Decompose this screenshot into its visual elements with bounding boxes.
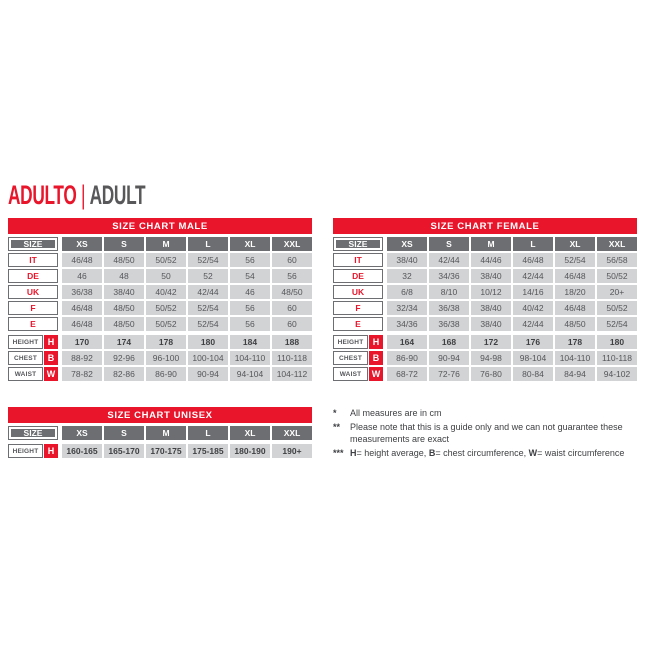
size-value: 48/50 xyxy=(104,253,144,267)
measure-label xyxy=(333,335,383,349)
table-row xyxy=(333,317,637,331)
measure-letter-badge: B xyxy=(369,351,383,365)
size-value: 46/48 xyxy=(62,253,102,267)
table-body-male xyxy=(8,237,312,381)
size-column-header: XXL xyxy=(272,237,312,251)
region-label: UK xyxy=(8,285,58,299)
measure-value: 76-80 xyxy=(471,367,511,381)
measure-label xyxy=(8,351,58,365)
region-label: UK xyxy=(333,285,383,299)
legend-h-text: = height average, xyxy=(356,447,429,458)
table-header-row xyxy=(8,237,312,251)
size-value: 48/50 xyxy=(104,317,144,331)
measure-row xyxy=(333,367,637,381)
measure-value: 104-110 xyxy=(230,351,270,365)
measure-value: 165-170 xyxy=(104,444,144,458)
footnote-text: All measures are in cm xyxy=(350,408,442,418)
measure-label-box: HEIGHT xyxy=(333,335,368,349)
legend-w: W xyxy=(528,447,538,458)
measure-row xyxy=(8,335,312,349)
measure-label-box: WAIST xyxy=(8,367,43,381)
measure-label-box: HEIGHT xyxy=(8,444,43,458)
footnote-guide-only xyxy=(333,422,639,445)
size-value: 34/36 xyxy=(387,317,427,331)
size-value: 50/52 xyxy=(146,301,186,315)
measure-value: 90-94 xyxy=(429,351,469,365)
size-header-cell: SIZE xyxy=(8,426,58,440)
table-row xyxy=(8,253,312,267)
measure-value: 94-104 xyxy=(230,367,270,381)
region-label: E xyxy=(333,317,383,331)
size-value: 60 xyxy=(272,253,312,267)
size-value: 36/38 xyxy=(429,317,469,331)
measure-row xyxy=(8,444,312,458)
measure-letter-badge: H xyxy=(369,335,383,349)
size-column-header: XS xyxy=(62,237,102,251)
size-value: 48/50 xyxy=(272,285,312,299)
table-title-male: SIZE CHART MALE xyxy=(8,218,312,234)
page-title-primary: ADULTO xyxy=(8,180,77,210)
measure-value: 90-94 xyxy=(188,367,228,381)
table-row xyxy=(333,285,637,299)
table-title-female: SIZE CHART FEMALE xyxy=(333,218,637,234)
table-row xyxy=(333,301,637,315)
size-value: 46/48 xyxy=(555,301,595,315)
measure-label xyxy=(8,335,58,349)
measure-value: 180-190 xyxy=(230,444,270,458)
measure-value: 164 xyxy=(387,335,427,349)
measure-label xyxy=(8,367,58,381)
size-value: 56 xyxy=(230,253,270,267)
size-chart-unisex-table xyxy=(8,407,312,458)
measure-value: 110-118 xyxy=(597,351,637,365)
page-title-secondary: ADULT xyxy=(89,180,146,210)
measure-block xyxy=(333,335,637,381)
measure-value: 174 xyxy=(104,335,144,349)
measure-value: 68-72 xyxy=(387,367,427,381)
size-column-header: XS xyxy=(387,237,427,251)
size-value: 44/46 xyxy=(471,253,511,267)
size-column-header: XL xyxy=(230,426,270,440)
size-value: 38/40 xyxy=(471,301,511,315)
size-value: 14/16 xyxy=(513,285,553,299)
measure-value: 178 xyxy=(146,335,186,349)
size-value: 40/42 xyxy=(146,285,186,299)
measure-value: 104-110 xyxy=(555,351,595,365)
size-value: 32/34 xyxy=(387,301,427,315)
size-value: 46/48 xyxy=(513,253,553,267)
measure-value: 72-76 xyxy=(429,367,469,381)
measure-value: 94-98 xyxy=(471,351,511,365)
table-title-unisex: SIZE CHART UNISEX xyxy=(8,407,312,423)
table-header-row xyxy=(333,237,637,251)
table-header-row xyxy=(8,426,312,440)
footnote-legend xyxy=(333,448,639,460)
size-value: 10/12 xyxy=(471,285,511,299)
measure-value: 82-86 xyxy=(104,367,144,381)
measure-value: 80-84 xyxy=(513,367,553,381)
measure-value: 86-90 xyxy=(387,351,427,365)
measure-value: 175-185 xyxy=(188,444,228,458)
size-value: 32 xyxy=(387,269,427,283)
measure-label-box: HEIGHT xyxy=(8,335,43,349)
size-value: 36/38 xyxy=(429,301,469,315)
measure-value: 184 xyxy=(230,335,270,349)
size-value: 38/40 xyxy=(471,317,511,331)
measure-value: 160-165 xyxy=(62,444,102,458)
size-chart-female-table xyxy=(333,218,637,381)
page-title xyxy=(8,180,145,211)
size-value: 50/52 xyxy=(146,253,186,267)
size-value: 46/48 xyxy=(62,301,102,315)
size-value: 50/52 xyxy=(597,269,637,283)
measure-value: 100-104 xyxy=(188,351,228,365)
footnote-text: Please note that this is a guide only and we can not guarantee these measurements are exact xyxy=(350,422,623,444)
size-column-header: M xyxy=(146,237,186,251)
size-column-header: M xyxy=(146,426,186,440)
measure-value: 96-100 xyxy=(146,351,186,365)
measure-value: 172 xyxy=(471,335,511,349)
size-value: 52/54 xyxy=(597,317,637,331)
table-row xyxy=(8,269,312,283)
size-value: 46 xyxy=(230,285,270,299)
size-value: 50/52 xyxy=(146,317,186,331)
size-column-header: XS xyxy=(62,426,102,440)
size-value: 56 xyxy=(230,317,270,331)
size-column-header: M xyxy=(471,237,511,251)
size-value: 56/58 xyxy=(597,253,637,267)
size-column-header: L xyxy=(513,237,553,251)
table-row xyxy=(333,269,637,283)
legend-b-text: = chest circumference, xyxy=(435,447,529,458)
table-body-female xyxy=(333,237,637,381)
size-value: 36/38 xyxy=(62,285,102,299)
measure-label xyxy=(333,351,383,365)
footnote-marker: ** xyxy=(333,422,341,432)
size-value: 42/44 xyxy=(188,285,228,299)
size-column-header: XL xyxy=(555,237,595,251)
measure-row xyxy=(333,351,637,365)
size-column-header: XL xyxy=(230,237,270,251)
measure-value: 110-118 xyxy=(272,351,312,365)
measure-letter-badge: B xyxy=(44,351,58,365)
measure-label xyxy=(8,444,58,458)
size-column-header: L xyxy=(188,237,228,251)
measure-value: 92-96 xyxy=(104,351,144,365)
table-row xyxy=(8,317,312,331)
measure-value: 170 xyxy=(62,335,102,349)
size-value: 50 xyxy=(146,269,186,283)
size-value: 40/42 xyxy=(513,301,553,315)
size-column-header: S xyxy=(429,237,469,251)
measure-letter-badge: W xyxy=(44,367,58,381)
size-value: 18/20 xyxy=(555,285,595,299)
size-column-header: XXL xyxy=(597,237,637,251)
measure-letter-badge: H xyxy=(44,335,58,349)
size-value: 54 xyxy=(230,269,270,283)
measure-value: 86-90 xyxy=(146,367,186,381)
measure-value: 178 xyxy=(555,335,595,349)
measure-letter-badge: W xyxy=(369,367,383,381)
size-value: 8/10 xyxy=(429,285,469,299)
size-column-header: L xyxy=(188,426,228,440)
table-body-unisex xyxy=(8,426,312,458)
size-value: 52/54 xyxy=(188,253,228,267)
size-value: 42/44 xyxy=(513,317,553,331)
measure-row xyxy=(8,351,312,365)
measure-value: 176 xyxy=(513,335,553,349)
size-value: 52/54 xyxy=(188,317,228,331)
measure-value: 190+ xyxy=(272,444,312,458)
size-header-cell: SIZE xyxy=(333,237,383,251)
size-value: 52/54 xyxy=(555,253,595,267)
size-column-header: S xyxy=(104,237,144,251)
size-header-cell: SIZE xyxy=(8,237,58,251)
size-value: 46 xyxy=(62,269,102,283)
measure-label-box: CHEST xyxy=(8,351,43,365)
size-value: 60 xyxy=(272,317,312,331)
region-label: DE xyxy=(333,269,383,283)
size-value: 20+ xyxy=(597,285,637,299)
region-label: F xyxy=(8,301,58,315)
size-chart-male-table xyxy=(8,218,312,381)
page-title-separator: | xyxy=(80,180,86,210)
size-value: 6/8 xyxy=(387,285,427,299)
size-column-header: XXL xyxy=(272,426,312,440)
measure-value: 168 xyxy=(429,335,469,349)
size-value: 46/48 xyxy=(62,317,102,331)
footnote-measures xyxy=(333,408,639,420)
measure-value: 188 xyxy=(272,335,312,349)
measure-block xyxy=(8,335,312,381)
size-value: 52 xyxy=(188,269,228,283)
size-value: 52/54 xyxy=(188,301,228,315)
table-row xyxy=(333,253,637,267)
footnote-marker: *** xyxy=(333,447,344,458)
footnote-text xyxy=(350,448,639,460)
size-value: 38/40 xyxy=(471,269,511,283)
region-label: IT xyxy=(333,253,383,267)
measure-block xyxy=(8,444,312,458)
size-value: 46/48 xyxy=(555,269,595,283)
size-value: 56 xyxy=(272,269,312,283)
measure-label-box: CHEST xyxy=(333,351,368,365)
size-value: 48 xyxy=(104,269,144,283)
measure-value: 88-92 xyxy=(62,351,102,365)
footnote-marker: * xyxy=(333,408,337,418)
footnotes xyxy=(333,408,639,462)
measure-value: 180 xyxy=(597,335,637,349)
size-value: 56 xyxy=(230,301,270,315)
measure-label-box: WAIST xyxy=(333,367,368,381)
region-label: E xyxy=(8,317,58,331)
region-label: F xyxy=(333,301,383,315)
size-value: 34/36 xyxy=(429,269,469,283)
measure-value: 94-102 xyxy=(597,367,637,381)
legend-w-text: = waist circumference xyxy=(537,447,625,458)
measure-value: 180 xyxy=(188,335,228,349)
measure-value: 84-94 xyxy=(555,367,595,381)
table-row xyxy=(8,285,312,299)
size-value: 38/40 xyxy=(104,285,144,299)
measure-value: 170-175 xyxy=(146,444,186,458)
measure-row xyxy=(8,367,312,381)
measure-letter-badge: H xyxy=(44,444,58,458)
size-value: 60 xyxy=(272,301,312,315)
measure-row xyxy=(333,335,637,349)
size-value: 48/50 xyxy=(555,317,595,331)
size-column-header: S xyxy=(104,426,144,440)
size-value: 50/52 xyxy=(597,301,637,315)
measure-value: 104-112 xyxy=(272,367,312,381)
size-value: 42/44 xyxy=(513,269,553,283)
size-value: 38/40 xyxy=(387,253,427,267)
measure-value: 78-82 xyxy=(62,367,102,381)
measure-label xyxy=(333,367,383,381)
legend-h: H xyxy=(350,447,357,458)
size-value: 48/50 xyxy=(104,301,144,315)
measure-value: 98-104 xyxy=(513,351,553,365)
legend-b: B xyxy=(428,447,436,458)
table-row xyxy=(8,301,312,315)
region-label: DE xyxy=(8,269,58,283)
size-value: 42/44 xyxy=(429,253,469,267)
region-label: IT xyxy=(8,253,58,267)
